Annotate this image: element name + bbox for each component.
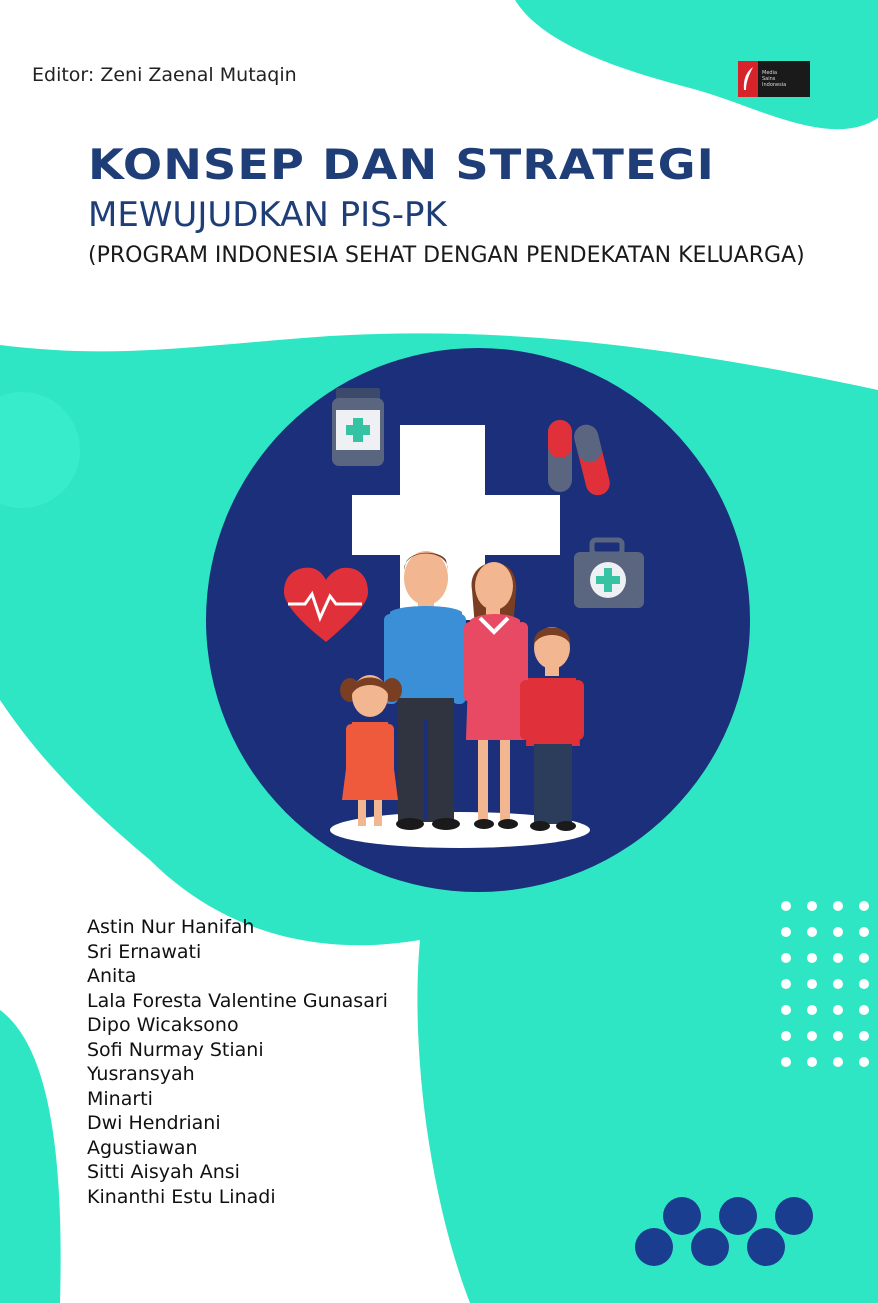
bottom-left-blob xyxy=(0,1010,61,1303)
book-title-sub: MEWUJUDKAN PIS-PK xyxy=(88,195,447,235)
author-name: Lala Foresta Valentine Gunasari xyxy=(87,989,388,1012)
author-name: Sri Ernawati xyxy=(87,940,202,963)
book-title-main: KONSEP DAN STRATEGI xyxy=(88,140,715,189)
author-name: Dwi Hendriani xyxy=(87,1112,221,1134)
small-teal-circle xyxy=(84,724,176,816)
quill-icon xyxy=(738,61,758,97)
author-name: Sofi Nurmay Stiani xyxy=(87,1038,264,1061)
publisher-name: Media Sains Indonesia xyxy=(762,70,787,88)
medicine-bottle-icon xyxy=(332,388,384,466)
author-name: Agustiawan xyxy=(87,1136,198,1159)
author-name: Astin Nur Hanifah xyxy=(87,916,255,938)
book-title-expansion: (PROGRAM INDONESIA SEHAT DENGAN PENDEKATAN KELUARGA) xyxy=(88,243,805,268)
author-name: Kinanthi Estu Linadi xyxy=(87,1185,276,1208)
publisher-logo xyxy=(738,61,810,97)
author-name: Dipo Wicaksono xyxy=(87,1014,239,1036)
author-list xyxy=(87,915,388,1209)
author-name: Sitti Aisyah Ansi xyxy=(87,1161,240,1183)
top-right-blob xyxy=(515,0,878,129)
editor-credit: Editor: Zeni Zaenal Mutaqin xyxy=(32,64,297,86)
author-name: Minarti xyxy=(87,1087,153,1110)
author-name: Yusransyah xyxy=(87,1063,195,1085)
author-name: Anita xyxy=(87,965,137,987)
